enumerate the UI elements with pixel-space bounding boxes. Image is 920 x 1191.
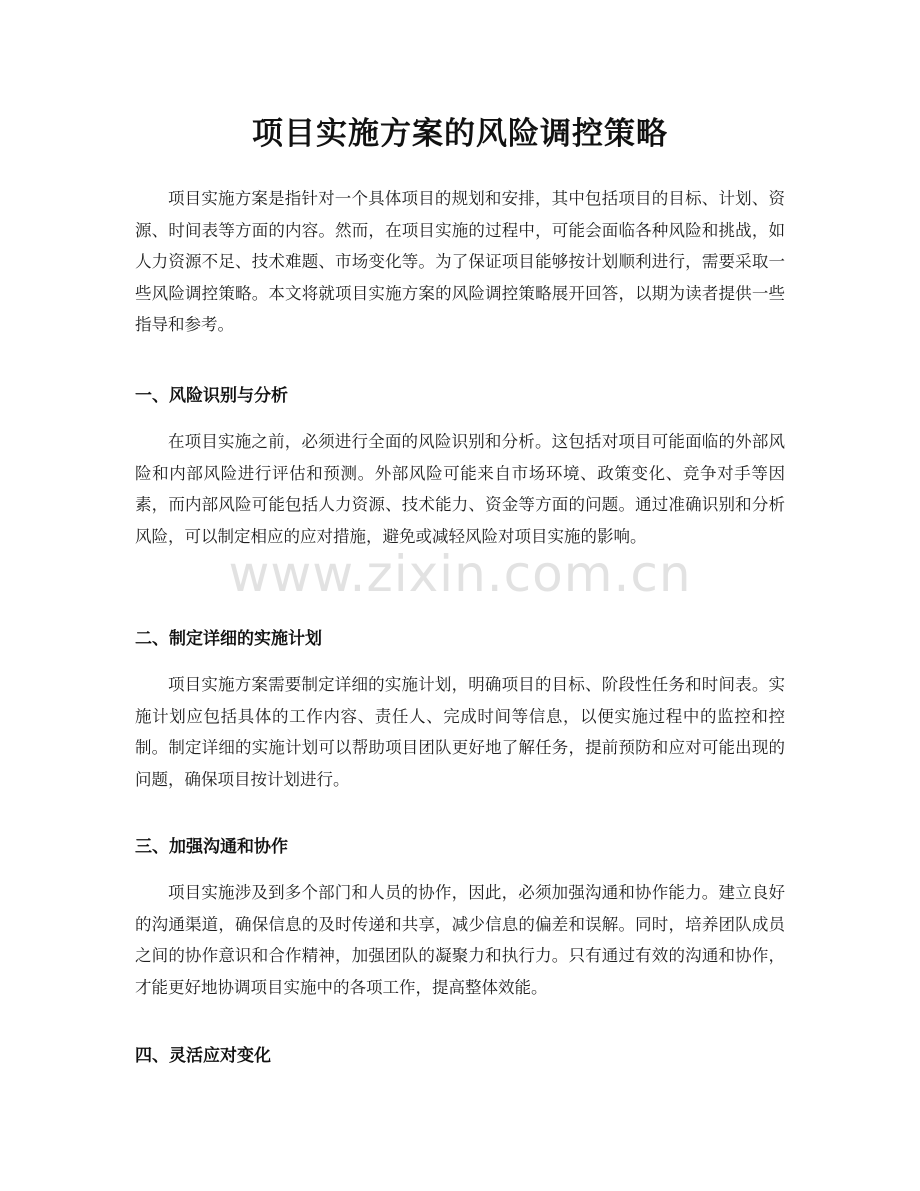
section-2-heading: 二、制定详细的实施计划 — [135, 629, 322, 649]
section-1-heading: 一、风险识别与分析 — [135, 386, 288, 406]
section-4-heading: 四、灵活应对变化 — [135, 1046, 271, 1066]
section-2-paragraph: 项目实施方案需要制定详细的实施计划，明确项目的目标、阶段性任务和时间表。实施计划应包括具体的工作内容、责任人、完成时间等信息，以便实施过程中的监控和控制。制定详细的实施计划可以帮助项目团队更好地了解任务，提前预防和应对可能出现的问题，确保项目按计划进行。 — [135, 675, 785, 789]
section-3-heading: 三、加强沟通和协作 — [135, 837, 288, 857]
watermark: www.zixin.com.cn — [228, 545, 692, 603]
document-title: 项目实施方案的风险调控策略 — [252, 116, 668, 152]
section-3-paragraph: 项目实施涉及到多个部门和人员的协作，因此，必须加强沟通和协作能力。建立良好的沟通渠道，确保信息的及时传递和共享，减少信息的偏差和误解。同时，培养团队成员之间的协作意识和合作精神，加强团队的凝聚力和执行力。只有通过有效的沟通和协作，才能更好地协调项目实施中的各项工作，提高整体效能。 — [135, 883, 785, 997]
section-1-paragraph: 在项目实施之前，必须进行全面的风险识别和分析。这包括对项目可能面临的外部风险和内部风险进行评估和预测。外部风险可能来自市场环境、政策变化、竞争对手等因素，而内部风险可能包括人力资源、技术能力、资金等方面的问题。通过准确识别和分析风险，可以制定相应的应对措施，避免或减轻风险对项目实施的影响。 — [135, 432, 785, 546]
intro-paragraph: 项目实施方案是指针对一个具体项目的规划和安排，其中包括项目的目标、计划、资源、时间表等方面的内容。然而，在项目实施的过程中，可能会面临各种风险和挑战，如人力资源不足、技术难题、市场变化等。为了保证项目能够按计划顺利进行，需要采取一些风险调控策略。本文将就项目实施方案的风险调控策略展开回答，以期为读者提供一些指导和参考。 — [135, 189, 785, 334]
